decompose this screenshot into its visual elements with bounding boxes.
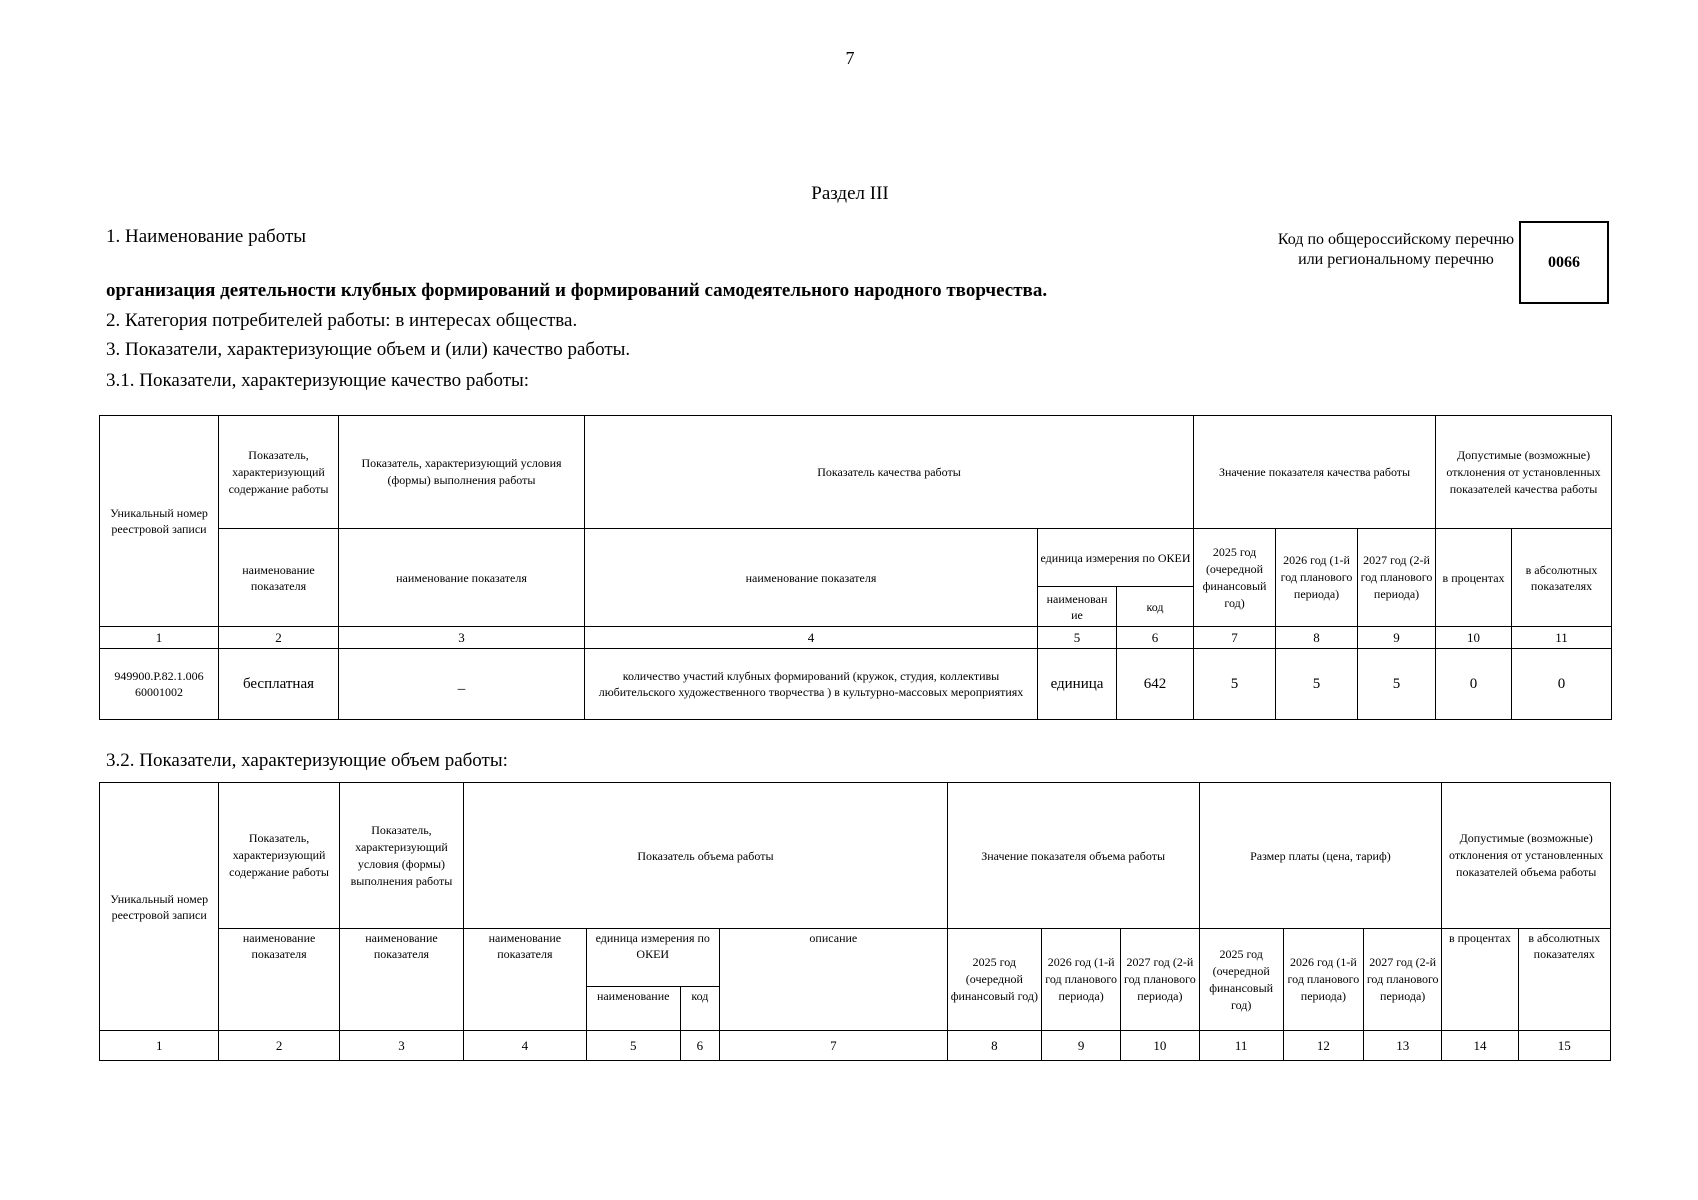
header-okei: единица измерения по ОКЕИ	[586, 929, 719, 987]
header-year-2027: 2027 год (2-й год планового периода)	[1358, 529, 1436, 627]
header-okei-name: наименование	[586, 987, 680, 1031]
header-okei-code: код	[1117, 587, 1194, 627]
header-content-indicator: Показатель, характеризующий содержание работы	[219, 416, 339, 529]
header-deviation: Допустимые (возможные) отклонения от установленных показателей качества работы	[1436, 416, 1612, 529]
column-number: 5	[1038, 627, 1117, 649]
column-number: 13	[1364, 1031, 1442, 1061]
header-conditions-indicator: Показатель, характеризующий условия (формы) выполнения работы	[339, 416, 585, 529]
work-name-label: 1. Наименование работы	[106, 226, 307, 247]
header-fee-2025: 2025 год (очередной финансовый год)	[1199, 929, 1283, 1031]
cell-deviation-absolute: 0	[1512, 649, 1612, 720]
header-fee-2026: 2026 год (1-й год планового периода)	[1283, 929, 1363, 1031]
consumer-category: 2. Категория потребителей работы: в интересах общества.	[106, 310, 578, 331]
header-conditions-name: наименование показателя	[339, 929, 463, 1031]
column-number: 6	[1117, 627, 1194, 649]
header-quality-name: наименование показателя	[585, 529, 1038, 627]
header-percent: в процентах	[1442, 929, 1518, 1031]
indicators-heading: 3. Показатели, характеризующие объем и (или) качество работы.	[106, 339, 631, 360]
column-number: 2	[219, 1031, 339, 1061]
code-value-box: 0066	[1519, 221, 1609, 304]
column-number: 2	[219, 627, 339, 649]
cell-value-2025: 5	[1194, 649, 1276, 720]
column-number: 3	[339, 627, 585, 649]
header-year-2026: 2026 год (1-й год планового периода)	[1276, 529, 1358, 627]
section-title: Раздел III	[811, 183, 889, 204]
header-year-2025: 2025 год (очередной финансовый год)	[1194, 529, 1276, 627]
header-volume-2027: 2027 год (2-й год планового периода)	[1121, 929, 1199, 1031]
page-number: 7	[845, 48, 855, 68]
header-unique-number: Уникальный номер реестровой записи	[100, 416, 219, 627]
header-conditions-name: наименование показателя	[339, 529, 585, 627]
cell-indicator: количество участий клубных формирований (кружок, студия, коллективы любительского художественного творчества ) в культурно-массовых мероприятиях	[585, 649, 1038, 720]
header-quality-value: Значение показателя качества работы	[1194, 416, 1436, 529]
column-number: 12	[1283, 1031, 1363, 1061]
quality-table	[99, 415, 1612, 720]
header-deviation: Допустимые (возможные) отклонения от установленных показателей объема работы	[1442, 783, 1611, 929]
header-conditions-indicator: Показатель, характеризующий условия (формы) выполнения работы	[339, 783, 463, 929]
column-number: 6	[680, 1031, 719, 1061]
column-number: 4	[464, 1031, 586, 1061]
column-number: 9	[1358, 627, 1436, 649]
column-number: 14	[1442, 1031, 1518, 1061]
volume-table	[99, 782, 1611, 1061]
header-content-indicator: Показатель, характеризующий содержание работы	[219, 783, 339, 929]
column-number: 8	[947, 1031, 1041, 1061]
work-name: организация деятельности клубных формирований и формирований самодеятельного народного творчества.	[106, 280, 1048, 301]
header-unique-number: Уникальный номер реестровой записи	[100, 783, 219, 1031]
column-number: 8	[1276, 627, 1358, 649]
header-volume-value: Значение показателя объема работы	[947, 783, 1199, 929]
column-number: 3	[339, 1031, 463, 1061]
cell-value-2027: 5	[1358, 649, 1436, 720]
header-absolute: в абсолютных показателях	[1512, 529, 1612, 627]
header-content-name: наименование показателя	[219, 929, 339, 1031]
header-volume-2025: 2025 год (очередной финансовый год)	[947, 929, 1041, 1031]
column-number: 5	[586, 1031, 680, 1061]
cell-unit-name: единица	[1038, 649, 1117, 720]
header-volume-name: наименование показателя	[464, 929, 586, 1031]
header-quality-indicator: Показатель качества работы	[585, 416, 1194, 529]
cell-unique-number: 949900.Р.82.1.006 60001002	[100, 649, 219, 720]
column-number: 10	[1121, 1031, 1199, 1061]
header-okei-name: наименован ие	[1038, 587, 1117, 627]
column-number: 7	[719, 1031, 947, 1061]
column-number: 7	[1194, 627, 1276, 649]
header-percent: в процентах	[1436, 529, 1512, 627]
volume-heading: 3.2. Показатели, характеризующие объем работы:	[106, 750, 508, 771]
cell-deviation-percent: 0	[1436, 649, 1512, 720]
column-number: 1	[100, 1031, 219, 1061]
column-number: 11	[1199, 1031, 1283, 1061]
header-description: описание	[719, 929, 947, 1031]
header-fee: Размер платы (цена, тариф)	[1199, 783, 1442, 929]
column-number: 15	[1518, 1031, 1610, 1061]
cell-unit-code: 642	[1117, 649, 1194, 720]
column-number: 4	[585, 627, 1038, 649]
column-number: 10	[1436, 627, 1512, 649]
cell-content: бесплатная	[219, 649, 339, 720]
header-volume-indicator: Показатель объема работы	[464, 783, 948, 929]
cell-value-2026: 5	[1276, 649, 1358, 720]
quality-heading: 3.1. Показатели, характеризующие качество работы:	[106, 370, 530, 391]
column-number: 11	[1512, 627, 1612, 649]
code-caption: Код по общероссийскому перечню или региональному перечню	[1277, 231, 1515, 268]
header-content-name: наименование показателя	[219, 529, 339, 627]
header-absolute: в абсолютных показателях	[1518, 929, 1610, 1031]
column-number: 9	[1042, 1031, 1121, 1061]
cell-conditions: _	[339, 649, 585, 720]
column-number: 1	[100, 627, 219, 649]
header-okei-code: код	[680, 987, 719, 1031]
header-fee-2027: 2027 год (2-й год планового периода)	[1364, 929, 1442, 1031]
header-okei: единица измерения по ОКЕИ	[1038, 529, 1194, 587]
header-volume-2026: 2026 год (1-й год планового периода)	[1042, 929, 1121, 1031]
